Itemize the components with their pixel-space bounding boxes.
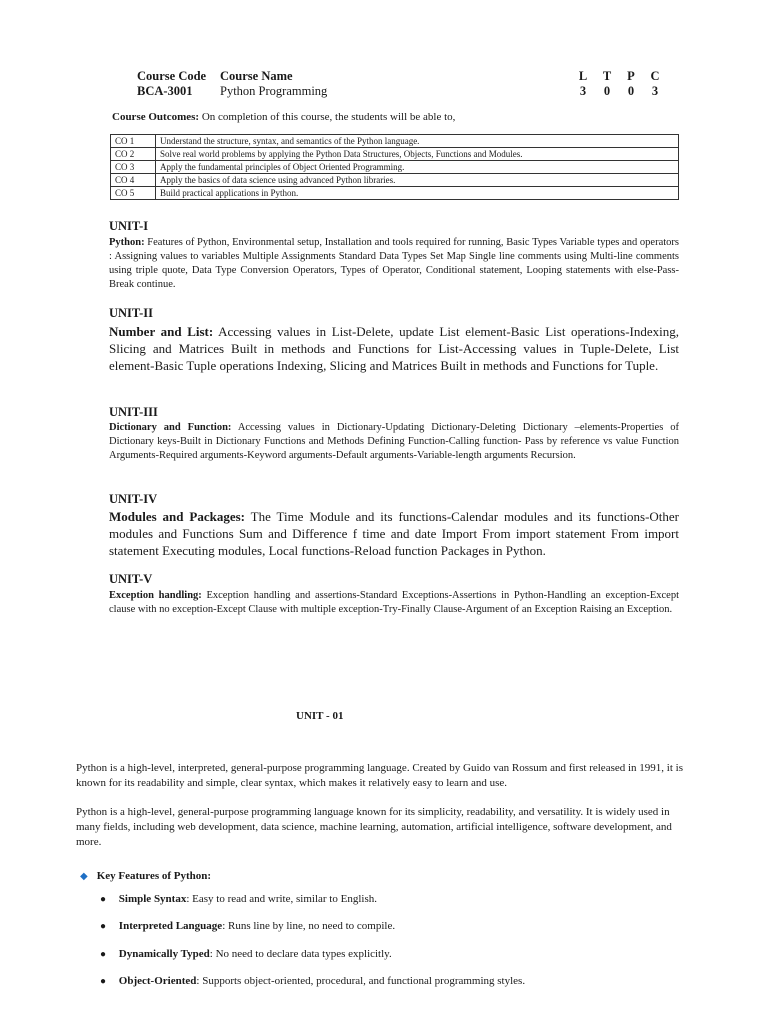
unit-4-heading: UNIT-IV	[109, 492, 158, 506]
co-code: CO 1	[111, 135, 156, 148]
features-heading-row	[80, 866, 211, 884]
unit-2-heading: UNIT-II	[109, 306, 154, 320]
feature-term: Interpreted Language	[118, 920, 223, 932]
table-row	[111, 187, 679, 200]
features-heading: Key Features of Python:	[96, 870, 212, 882]
unit-1-heading: UNIT-I	[109, 219, 149, 233]
list-item	[100, 948, 392, 960]
unit-5-lead: Exception handling:	[109, 590, 202, 601]
co-code: CO 4	[111, 174, 156, 187]
unit-01-title: UNIT - 01	[296, 710, 344, 722]
ltpc-label-p: P	[627, 69, 635, 83]
unit-4-body: The Time Module and its functions-Calendar modules and its functions-Other modules and Functions Sum and Difference f time and date Import From import statement From import statement Executing modules, Local functions-Reload function Packages in Python.	[109, 509, 679, 558]
unit-2-body: Accessing values in List-Delete, update List element-Basic List operations-Indexing, Slicing and Matrices Built in methods and Functions for List-Accessing values in Tuple-Delete, List element-Basic Tuple operations Indexing, Slicing and Matrices Built in methods and Functions for Tuple.	[109, 324, 679, 373]
ltpc-label-c: C	[650, 69, 660, 83]
co-text: Solve real world problems by applying the Python Data Structures, Objects, Functions and Modules.	[156, 148, 679, 161]
course-name-label: Course Name	[220, 69, 293, 83]
unit-2-lead: Number and List:	[109, 324, 214, 339]
bullet-icon: ●	[100, 921, 107, 932]
course-outcomes-intro	[112, 111, 455, 123]
unit-1-lead: Python:	[109, 237, 145, 248]
co-code: CO 2	[111, 148, 156, 161]
feature-desc: : Supports object-oriented, procedural, and functional programming styles.	[196, 975, 526, 987]
list-item	[100, 975, 525, 987]
intro-paragraph-2: Python is a high-level, general-purpose programming language known for its simplicity, readability, and versatility. It is widely used in many fields, including web development, data science, machine learning, automation, artificial intelligence, software development, and more.	[76, 806, 672, 848]
unit-4-lead: Modules and Packages:	[109, 509, 245, 524]
feature-term: Dynamically Typed	[118, 948, 210, 960]
co-text: Understand the structure, syntax, and semantics of the Python language.	[156, 135, 679, 148]
feature-desc: : Runs line by line, no need to compile.	[222, 920, 396, 932]
course-code-label: Course Code	[137, 69, 207, 83]
co-text: Apply the basics of data science using advanced Python libraries.	[156, 174, 679, 187]
unit-3-heading: UNIT-III	[109, 405, 158, 419]
ltpc-value-p: 0	[627, 84, 635, 98]
unit-3-body: Accessing values in Dictionary-Updating Dictionary-Deleting Dictionary –elements-Properties of Dictionary keys-Built in Dictionary Functions and Methods Defining Function-Calling function- Pass by reference vs value Function Arguments-Required arguments-Keyword arguments-Default arguments-Variable-length arguments Recursion.	[109, 422, 679, 461]
feature-desc: : No need to declare data types explicitly.	[209, 948, 392, 960]
co-code: CO 5	[111, 187, 156, 200]
ltpc-label-t: T	[602, 69, 612, 83]
course-name: Python Programming	[220, 84, 328, 98]
ltpc-label-l: L	[578, 69, 588, 83]
feature-desc: : Easy to read and write, similar to English.	[186, 893, 377, 905]
unit-1-body: Features of Python, Environmental setup, Installation and tools required for running, Basic Types Variable types and operators : Assigning values to variables Multiple Assignments Standard Data Types Set Map Single line comments using Multi-line comments using triple quote, Data Type Conversion Operators, Types of Operator, Conditional statement, Looping statements with else-Pass-Break continue.	[109, 237, 679, 290]
table-row	[111, 135, 679, 148]
diamond-bullet-icon: ◆	[80, 871, 88, 882]
course-code: BCA-3001	[137, 84, 193, 98]
unit-5-content	[109, 589, 679, 617]
intro-paragraph-1: Python is a high-level, interpreted, general-purpose programming language. Created by Guido van Rossum and first released in 1991, it is known for its readability and simple, clear syntax, which makes it relatively easy to learn and use.	[76, 762, 683, 789]
course-outcomes-text: On completion of this course, the students will be able to,	[199, 111, 456, 123]
unit-5-heading: UNIT-V	[109, 572, 153, 586]
table-row	[111, 161, 679, 174]
ltpc-value-l: 3	[579, 84, 587, 98]
unit-4-content	[109, 508, 679, 559]
list-item	[100, 893, 377, 905]
bullet-icon: ●	[100, 894, 107, 905]
co-text: Build practical applications in Python.	[156, 187, 679, 200]
feature-term: Object-Oriented	[118, 975, 197, 987]
unit-2-content	[109, 323, 679, 374]
course-outcomes-label: Course Outcomes:	[112, 111, 200, 123]
feature-term: Simple Syntax	[118, 893, 187, 905]
unit-5-body: Exception handling and assertions-Standard Exceptions-Assertions in Python-Handling an exception-Except clause with no exception-Except Clause with multiple exception-Try-Finally Clause-Argument of an Exception Raising an Exception.	[109, 590, 679, 615]
unit-1-content	[109, 236, 679, 292]
ltpc-value-c: 3	[651, 84, 659, 98]
unit-3-lead: Dictionary and Function:	[109, 422, 232, 433]
bullet-icon: ●	[100, 976, 107, 987]
unit-3-content	[109, 421, 679, 463]
bullet-icon: ●	[100, 949, 107, 960]
ltpc-value-t: 0	[603, 84, 611, 98]
table-row	[111, 148, 679, 161]
co-text: Apply the fundamental principles of Object Oriented Programming.	[156, 161, 679, 174]
course-outcomes-table	[110, 134, 679, 200]
co-code: CO 3	[111, 161, 156, 174]
list-item	[100, 920, 395, 932]
table-row	[111, 174, 679, 187]
